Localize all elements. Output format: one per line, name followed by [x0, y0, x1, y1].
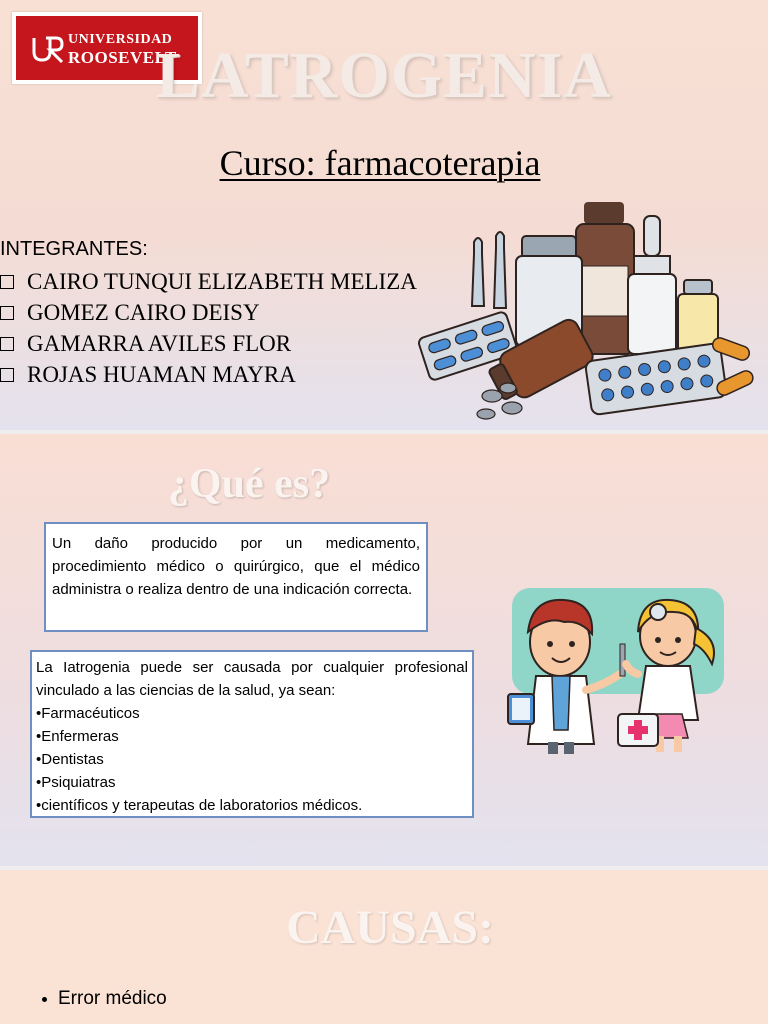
- slide-title: [0, 0, 768, 430]
- member-item: [0, 359, 417, 390]
- slide-causes: [0, 870, 768, 1024]
- checkbox-bullet-icon: [0, 368, 14, 382]
- medicines-illustration: [412, 196, 762, 426]
- member-item: [0, 328, 417, 359]
- professionals-intro: La Iatrogenia puede ser causada por cualquier profesional vinculado a las ciencias de la salud, ya sean:: [36, 659, 468, 699]
- section-title: ¿Qué es?: [167, 461, 331, 507]
- definition-box: Un daño producido por un medicamento, procedimiento médico o quirúrgico, que el médico administra o realiza dentro de una indicación correcta.: [44, 522, 428, 632]
- checkbox-bullet-icon: [0, 306, 14, 320]
- professionals-box: [30, 650, 474, 818]
- section-title: CAUSAS:: [285, 901, 495, 954]
- cause-text: Error médico: [58, 988, 167, 1009]
- professionals-list: [36, 702, 468, 817]
- member-name: GAMARRA AVILES FLOR: [27, 331, 292, 356]
- logo-line-1: UNIVERSIDAD: [68, 32, 173, 47]
- list-item: [42, 988, 167, 1010]
- member-item: [0, 297, 417, 328]
- member-item: [0, 266, 417, 297]
- members-label: INTEGRANTES:: [0, 238, 148, 260]
- causes-list: [42, 988, 167, 1010]
- member-name: GOMEZ CAIRO DEISY: [27, 300, 260, 325]
- logo-line-2: ROOSEVELT: [68, 48, 177, 67]
- list-item: •Enfermeras: [36, 728, 119, 745]
- slide-definition: [0, 434, 768, 866]
- members-list: [0, 266, 417, 390]
- page-title: LATROGENIA: [155, 39, 613, 112]
- member-name: CAIRO TUNQUI ELIZABETH MELIZA: [27, 269, 417, 294]
- list-item: •Dentistas: [36, 751, 104, 768]
- course-title: Curso: farmacoterapia: [219, 143, 541, 183]
- checkbox-bullet-icon: [0, 337, 14, 351]
- list-item: •científicos y terapeutas de laboratorios médicos.: [36, 797, 363, 814]
- list-item: •Psiquiatras: [36, 774, 116, 791]
- member-name: ROJAS HUAMAN MAYRA: [27, 362, 296, 387]
- checkbox-bullet-icon: [0, 275, 14, 289]
- doctors-illustration: [498, 524, 760, 754]
- bullet-icon: [42, 997, 47, 1002]
- list-item: •Farmacéuticos: [36, 705, 140, 722]
